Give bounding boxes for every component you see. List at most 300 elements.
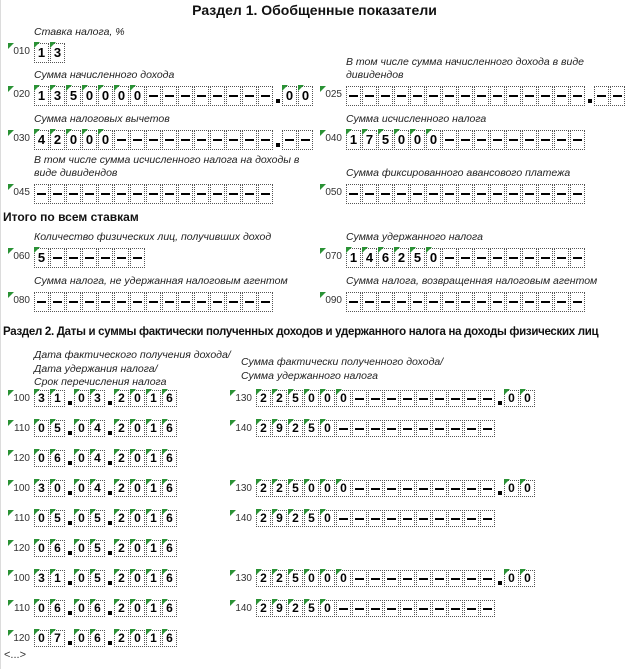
empty-cell[interactable]: [114, 248, 129, 268]
empty-cell[interactable]: [410, 184, 425, 204]
empty-cell[interactable]: [114, 130, 129, 150]
empty-cell[interactable]: [570, 86, 585, 106]
digit-cell[interactable]: 1: [50, 570, 65, 587]
empty-cell[interactable]: [442, 248, 457, 268]
empty-cell[interactable]: [368, 510, 383, 527]
empty-cell[interactable]: [352, 570, 367, 587]
digit-cell[interactable]: 2: [114, 450, 129, 467]
digit-cell[interactable]: 0: [520, 390, 535, 407]
empty-cell[interactable]: [242, 184, 257, 204]
empty-cell[interactable]: [442, 184, 457, 204]
empty-cell[interactable]: [226, 130, 241, 150]
empty-cell[interactable]: [400, 390, 415, 407]
empty-cell[interactable]: [226, 184, 241, 204]
empty-cell[interactable]: [570, 184, 585, 204]
empty-cell[interactable]: [352, 480, 367, 497]
digit-cell[interactable]: 6: [162, 420, 177, 437]
digit-cell[interactable]: 0: [130, 390, 145, 407]
digit-cell[interactable]: 0: [130, 86, 145, 106]
empty-cell[interactable]: [194, 130, 209, 150]
empty-cell[interactable]: [448, 390, 463, 407]
digit-cell[interactable]: 5: [304, 510, 319, 527]
digit-cell[interactable]: 0: [320, 600, 335, 617]
digit-cell[interactable]: 2: [114, 390, 129, 407]
digit-cell[interactable]: 1: [146, 480, 161, 497]
empty-cell[interactable]: [416, 600, 431, 617]
empty-cell[interactable]: [554, 184, 569, 204]
digit-cell[interactable]: 6: [162, 480, 177, 497]
digit-cell[interactable]: 7: [50, 630, 65, 647]
empty-cell[interactable]: [194, 292, 209, 312]
empty-cell[interactable]: [194, 86, 209, 106]
empty-cell[interactable]: [346, 292, 361, 312]
empty-cell[interactable]: [258, 292, 273, 312]
empty-cell[interactable]: [400, 600, 415, 617]
empty-cell[interactable]: [490, 184, 505, 204]
digit-cell[interactable]: 4: [90, 480, 105, 497]
digit-cell[interactable]: 1: [146, 390, 161, 407]
digit-cell[interactable]: 4: [362, 248, 377, 268]
empty-cell[interactable]: [554, 292, 569, 312]
empty-cell[interactable]: [490, 130, 505, 150]
digit-cell[interactable]: 3: [50, 43, 65, 63]
digit-cell[interactable]: 1: [34, 43, 49, 63]
empty-cell[interactable]: [416, 420, 431, 437]
empty-cell[interactable]: [506, 248, 521, 268]
empty-cell[interactable]: [178, 184, 193, 204]
digit-cell[interactable]: 1: [50, 390, 65, 407]
empty-cell[interactable]: [130, 292, 145, 312]
digit-cell[interactable]: 3: [34, 390, 49, 407]
empty-cell[interactable]: [448, 600, 463, 617]
digit-cell[interactable]: 2: [114, 600, 129, 617]
digit-cell[interactable]: 6: [50, 540, 65, 557]
empty-cell[interactable]: [210, 184, 225, 204]
digit-cell[interactable]: 6: [90, 630, 105, 647]
empty-cell[interactable]: [394, 86, 409, 106]
empty-cell[interactable]: [410, 86, 425, 106]
digit-cell[interactable]: 2: [256, 420, 271, 437]
empty-cell[interactable]: [130, 184, 145, 204]
empty-cell[interactable]: [416, 570, 431, 587]
digit-cell[interactable]: 3: [90, 390, 105, 407]
empty-cell[interactable]: [426, 86, 441, 106]
empty-cell[interactable]: [490, 292, 505, 312]
digit-cell[interactable]: 4: [90, 450, 105, 467]
empty-cell[interactable]: [146, 292, 161, 312]
empty-cell[interactable]: [258, 130, 273, 150]
empty-cell[interactable]: [416, 480, 431, 497]
empty-cell[interactable]: [448, 480, 463, 497]
digit-cell[interactable]: 3: [50, 86, 65, 106]
empty-cell[interactable]: [474, 130, 489, 150]
empty-cell[interactable]: [210, 130, 225, 150]
digit-cell[interactable]: 0: [282, 86, 297, 106]
digit-cell[interactable]: 0: [320, 420, 335, 437]
empty-cell[interactable]: [610, 86, 625, 106]
digit-cell[interactable]: 9: [272, 420, 287, 437]
empty-cell[interactable]: [458, 248, 473, 268]
empty-cell[interactable]: [442, 86, 457, 106]
digit-cell[interactable]: 2: [50, 130, 65, 150]
digit-cell[interactable]: 6: [50, 600, 65, 617]
empty-cell[interactable]: [474, 184, 489, 204]
digit-cell[interactable]: 0: [298, 86, 313, 106]
empty-cell[interactable]: [336, 420, 351, 437]
digit-cell[interactable]: 2: [272, 480, 287, 497]
empty-cell[interactable]: [394, 184, 409, 204]
empty-cell[interactable]: [178, 292, 193, 312]
digit-cell[interactable]: 0: [130, 480, 145, 497]
digit-cell[interactable]: 2: [288, 510, 303, 527]
digit-cell[interactable]: 5: [288, 570, 303, 587]
empty-cell[interactable]: [378, 184, 393, 204]
digit-cell[interactable]: 0: [320, 480, 335, 497]
digit-cell[interactable]: 4: [90, 420, 105, 437]
empty-cell[interactable]: [554, 248, 569, 268]
empty-cell[interactable]: [480, 600, 495, 617]
digit-cell[interactable]: 0: [74, 480, 89, 497]
digit-cell[interactable]: 3: [34, 570, 49, 587]
empty-cell[interactable]: [522, 86, 537, 106]
empty-cell[interactable]: [554, 86, 569, 106]
digit-cell[interactable]: 0: [336, 570, 351, 587]
empty-cell[interactable]: [384, 390, 399, 407]
empty-cell[interactable]: [210, 86, 225, 106]
digit-cell[interactable]: 5: [90, 540, 105, 557]
empty-cell[interactable]: [346, 86, 361, 106]
digit-cell[interactable]: 0: [34, 540, 49, 557]
empty-cell[interactable]: [162, 292, 177, 312]
digit-cell[interactable]: 0: [74, 450, 89, 467]
empty-cell[interactable]: [522, 292, 537, 312]
empty-cell[interactable]: [522, 130, 537, 150]
empty-cell[interactable]: [50, 248, 65, 268]
empty-cell[interactable]: [432, 570, 447, 587]
empty-cell[interactable]: [474, 86, 489, 106]
digit-cell[interactable]: 0: [336, 390, 351, 407]
digit-cell[interactable]: 1: [146, 510, 161, 527]
empty-cell[interactable]: [384, 480, 399, 497]
empty-cell[interactable]: [464, 570, 479, 587]
digit-cell[interactable]: 1: [146, 600, 161, 617]
empty-cell[interactable]: [130, 130, 145, 150]
empty-cell[interactable]: [432, 600, 447, 617]
empty-cell[interactable]: [480, 570, 495, 587]
digit-cell[interactable]: 0: [130, 540, 145, 557]
empty-cell[interactable]: [98, 248, 113, 268]
empty-cell[interactable]: [66, 248, 81, 268]
empty-cell[interactable]: [442, 292, 457, 312]
empty-cell[interactable]: [448, 420, 463, 437]
empty-cell[interactable]: [490, 86, 505, 106]
digit-cell[interactable]: 2: [256, 390, 271, 407]
empty-cell[interactable]: [384, 570, 399, 587]
digit-cell[interactable]: 0: [394, 130, 409, 150]
digit-cell[interactable]: 0: [130, 630, 145, 647]
digit-cell[interactable]: 0: [130, 600, 145, 617]
digit-cell[interactable]: 2: [114, 540, 129, 557]
empty-cell[interactable]: [480, 390, 495, 407]
digit-cell[interactable]: 0: [74, 600, 89, 617]
digit-cell[interactable]: 6: [162, 600, 177, 617]
empty-cell[interactable]: [242, 86, 257, 106]
empty-cell[interactable]: [448, 570, 463, 587]
empty-cell[interactable]: [522, 248, 537, 268]
empty-cell[interactable]: [146, 130, 161, 150]
digit-cell[interactable]: 7: [362, 130, 377, 150]
empty-cell[interactable]: [336, 510, 351, 527]
empty-cell[interactable]: [464, 420, 479, 437]
digit-cell[interactable]: 0: [82, 130, 97, 150]
digit-cell[interactable]: 2: [256, 600, 271, 617]
digit-cell[interactable]: 6: [162, 390, 177, 407]
empty-cell[interactable]: [432, 390, 447, 407]
digit-cell[interactable]: 5: [304, 600, 319, 617]
empty-cell[interactable]: [538, 248, 553, 268]
digit-cell[interactable]: 0: [82, 86, 97, 106]
empty-cell[interactable]: [384, 600, 399, 617]
empty-cell[interactable]: [368, 600, 383, 617]
digit-cell[interactable]: 0: [504, 570, 519, 587]
digit-cell[interactable]: 5: [410, 248, 425, 268]
empty-cell[interactable]: [464, 390, 479, 407]
empty-cell[interactable]: [506, 292, 521, 312]
empty-cell[interactable]: [130, 248, 145, 268]
digit-cell[interactable]: 2: [288, 600, 303, 617]
empty-cell[interactable]: [384, 510, 399, 527]
empty-cell[interactable]: [50, 292, 65, 312]
empty-cell[interactable]: [474, 248, 489, 268]
empty-cell[interactable]: [258, 86, 273, 106]
digit-cell[interactable]: 1: [146, 420, 161, 437]
empty-cell[interactable]: [114, 292, 129, 312]
digit-cell[interactable]: 6: [162, 630, 177, 647]
digit-cell[interactable]: 2: [256, 480, 271, 497]
empty-cell[interactable]: [506, 86, 521, 106]
empty-cell[interactable]: [162, 86, 177, 106]
empty-cell[interactable]: [178, 86, 193, 106]
empty-cell[interactable]: [346, 184, 361, 204]
empty-cell[interactable]: [594, 86, 609, 106]
empty-cell[interactable]: [538, 292, 553, 312]
digit-cell[interactable]: 2: [256, 570, 271, 587]
digit-cell[interactable]: 1: [146, 540, 161, 557]
empty-cell[interactable]: [464, 480, 479, 497]
digit-cell[interactable]: 0: [34, 450, 49, 467]
empty-cell[interactable]: [570, 292, 585, 312]
empty-cell[interactable]: [34, 184, 49, 204]
digit-cell[interactable]: 0: [66, 130, 81, 150]
empty-cell[interactable]: [242, 292, 257, 312]
empty-cell[interactable]: [464, 510, 479, 527]
empty-cell[interactable]: [178, 130, 193, 150]
empty-cell[interactable]: [378, 86, 393, 106]
digit-cell[interactable]: 6: [378, 248, 393, 268]
digit-cell[interactable]: 6: [90, 600, 105, 617]
digit-cell[interactable]: 0: [504, 480, 519, 497]
empty-cell[interactable]: [378, 292, 393, 312]
empty-cell[interactable]: [416, 390, 431, 407]
empty-cell[interactable]: [464, 600, 479, 617]
empty-cell[interactable]: [448, 510, 463, 527]
empty-cell[interactable]: [474, 292, 489, 312]
empty-cell[interactable]: [210, 292, 225, 312]
empty-cell[interactable]: [162, 184, 177, 204]
empty-cell[interactable]: [368, 390, 383, 407]
digit-cell[interactable]: 1: [146, 630, 161, 647]
digit-cell[interactable]: 5: [66, 86, 81, 106]
digit-cell[interactable]: 0: [426, 130, 441, 150]
empty-cell[interactable]: [50, 184, 65, 204]
empty-cell[interactable]: [98, 292, 113, 312]
empty-cell[interactable]: [538, 184, 553, 204]
digit-cell[interactable]: 0: [34, 420, 49, 437]
digit-cell[interactable]: 0: [34, 600, 49, 617]
digit-cell[interactable]: 0: [74, 540, 89, 557]
digit-cell[interactable]: 5: [34, 248, 49, 268]
digit-cell[interactable]: 0: [114, 86, 129, 106]
empty-cell[interactable]: [352, 390, 367, 407]
empty-cell[interactable]: [570, 248, 585, 268]
digit-cell[interactable]: 6: [162, 450, 177, 467]
digit-cell[interactable]: 5: [288, 480, 303, 497]
empty-cell[interactable]: [442, 130, 457, 150]
empty-cell[interactable]: [352, 600, 367, 617]
empty-cell[interactable]: [432, 510, 447, 527]
digit-cell[interactable]: 0: [504, 390, 519, 407]
digit-cell[interactable]: 1: [146, 450, 161, 467]
empty-cell[interactable]: [368, 420, 383, 437]
empty-cell[interactable]: [146, 184, 161, 204]
digit-cell[interactable]: 3: [34, 480, 49, 497]
digit-cell[interactable]: 0: [304, 570, 319, 587]
digit-cell[interactable]: 0: [320, 390, 335, 407]
digit-cell[interactable]: 6: [162, 540, 177, 557]
empty-cell[interactable]: [352, 420, 367, 437]
digit-cell[interactable]: 0: [320, 570, 335, 587]
empty-cell[interactable]: [82, 184, 97, 204]
empty-cell[interactable]: [506, 184, 521, 204]
digit-cell[interactable]: 0: [98, 130, 113, 150]
digit-cell[interactable]: 0: [74, 570, 89, 587]
digit-cell[interactable]: 0: [304, 480, 319, 497]
digit-cell[interactable]: 0: [520, 570, 535, 587]
empty-cell[interactable]: [82, 292, 97, 312]
digit-cell[interactable]: 0: [426, 248, 441, 268]
digit-cell[interactable]: 1: [34, 86, 49, 106]
digit-cell[interactable]: 2: [114, 480, 129, 497]
digit-cell[interactable]: 0: [130, 570, 145, 587]
empty-cell[interactable]: [352, 510, 367, 527]
digit-cell[interactable]: 0: [74, 390, 89, 407]
empty-cell[interactable]: [522, 184, 537, 204]
digit-cell[interactable]: 5: [50, 510, 65, 527]
empty-cell[interactable]: [480, 510, 495, 527]
digit-cell[interactable]: 0: [130, 420, 145, 437]
empty-cell[interactable]: [66, 184, 81, 204]
empty-cell[interactable]: [480, 420, 495, 437]
empty-cell[interactable]: [258, 184, 273, 204]
empty-cell[interactable]: [410, 292, 425, 312]
empty-cell[interactable]: [146, 86, 161, 106]
empty-cell[interactable]: [194, 184, 209, 204]
digit-cell[interactable]: 1: [346, 130, 361, 150]
digit-cell[interactable]: 0: [34, 630, 49, 647]
empty-cell[interactable]: [400, 510, 415, 527]
empty-cell[interactable]: [82, 248, 97, 268]
digit-cell[interactable]: 0: [520, 480, 535, 497]
digit-cell[interactable]: 2: [114, 510, 129, 527]
digit-cell[interactable]: 0: [74, 420, 89, 437]
empty-cell[interactable]: [458, 130, 473, 150]
digit-cell[interactable]: 0: [304, 390, 319, 407]
empty-cell[interactable]: [282, 130, 297, 150]
empty-cell[interactable]: [432, 480, 447, 497]
digit-cell[interactable]: 0: [50, 480, 65, 497]
digit-cell[interactable]: 2: [114, 630, 129, 647]
digit-cell[interactable]: 0: [130, 450, 145, 467]
empty-cell[interactable]: [362, 292, 377, 312]
empty-cell[interactable]: [426, 184, 441, 204]
digit-cell[interactable]: 2: [288, 420, 303, 437]
digit-cell[interactable]: 5: [304, 420, 319, 437]
empty-cell[interactable]: [458, 184, 473, 204]
digit-cell[interactable]: 1: [346, 248, 361, 268]
empty-cell[interactable]: [368, 480, 383, 497]
digit-cell[interactable]: 0: [410, 130, 425, 150]
empty-cell[interactable]: [368, 570, 383, 587]
digit-cell[interactable]: 5: [288, 390, 303, 407]
digit-cell[interactable]: 1: [146, 570, 161, 587]
empty-cell[interactable]: [538, 130, 553, 150]
digit-cell[interactable]: 2: [114, 570, 129, 587]
digit-cell[interactable]: 5: [50, 420, 65, 437]
empty-cell[interactable]: [394, 292, 409, 312]
empty-cell[interactable]: [226, 86, 241, 106]
digit-cell[interactable]: 0: [336, 480, 351, 497]
empty-cell[interactable]: [538, 86, 553, 106]
digit-cell[interactable]: 6: [162, 570, 177, 587]
empty-cell[interactable]: [98, 184, 113, 204]
digit-cell[interactable]: 6: [162, 510, 177, 527]
digit-cell[interactable]: 0: [74, 630, 89, 647]
digit-cell[interactable]: 0: [34, 510, 49, 527]
digit-cell[interactable]: 0: [98, 86, 113, 106]
empty-cell[interactable]: [506, 130, 521, 150]
empty-cell[interactable]: [226, 292, 241, 312]
empty-cell[interactable]: [298, 130, 313, 150]
empty-cell[interactable]: [432, 420, 447, 437]
empty-cell[interactable]: [416, 510, 431, 527]
digit-cell[interactable]: 5: [378, 130, 393, 150]
digit-cell[interactable]: 5: [90, 510, 105, 527]
digit-cell[interactable]: 0: [130, 510, 145, 527]
digit-cell[interactable]: 2: [272, 390, 287, 407]
empty-cell[interactable]: [362, 184, 377, 204]
empty-cell[interactable]: [66, 292, 81, 312]
empty-cell[interactable]: [480, 480, 495, 497]
empty-cell[interactable]: [400, 480, 415, 497]
digit-cell[interactable]: 6: [50, 450, 65, 467]
empty-cell[interactable]: [114, 184, 129, 204]
empty-cell[interactable]: [400, 570, 415, 587]
empty-cell[interactable]: [458, 292, 473, 312]
digit-cell[interactable]: 2: [272, 570, 287, 587]
digit-cell[interactable]: 2: [256, 510, 271, 527]
empty-cell[interactable]: [362, 86, 377, 106]
empty-cell[interactable]: [554, 130, 569, 150]
